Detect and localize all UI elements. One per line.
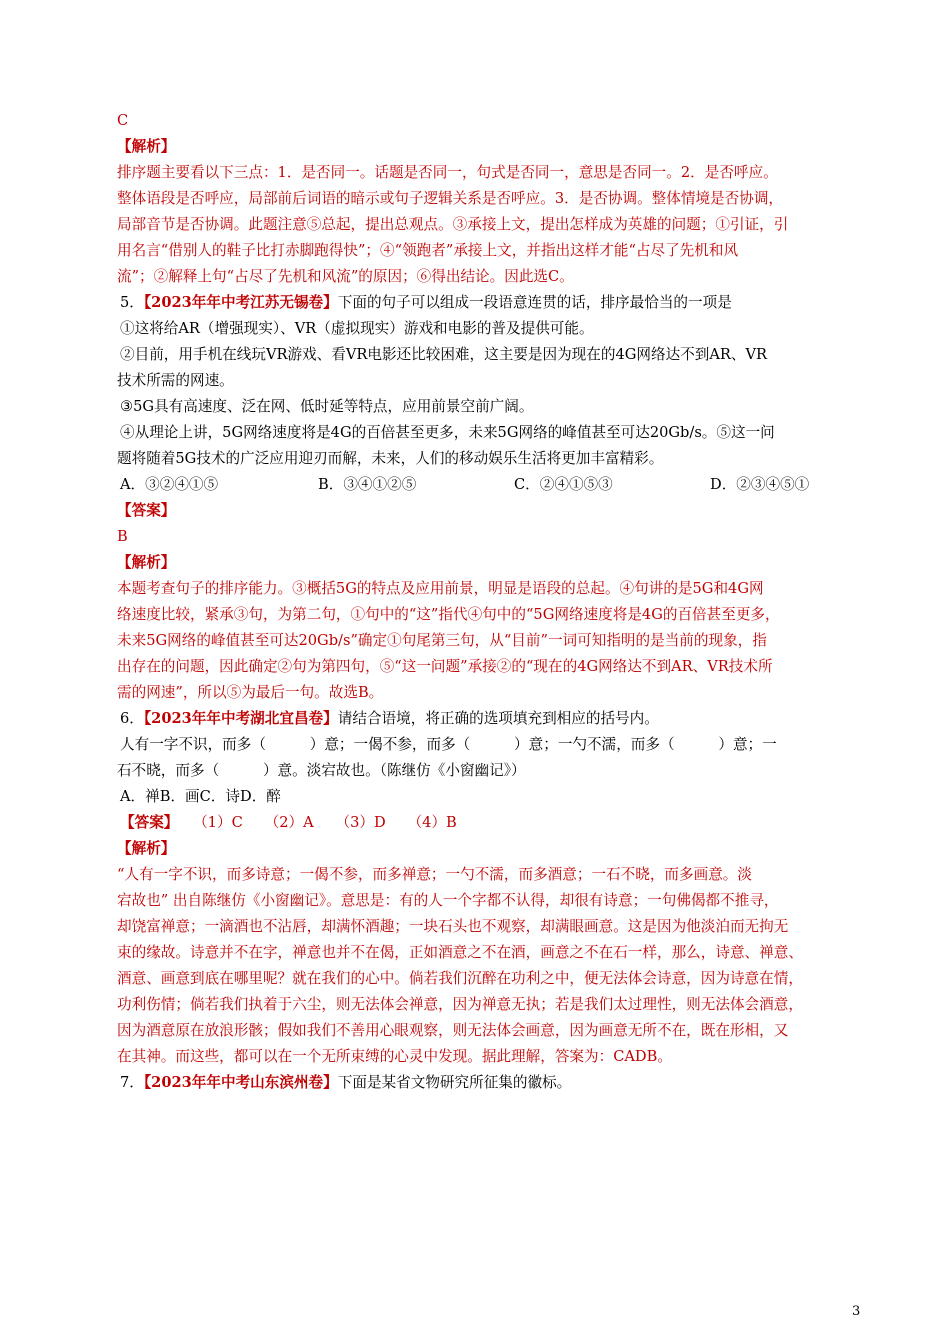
q5-sentence-4-cont: 题将随着5G技术的广泛应用迎刃而解，未来，人们的移动娱乐生活将更加丰富精彩。 <box>117 450 664 467</box>
q5-number: 5． <box>120 294 144 311</box>
q5-sentence-2-cont: 技术所需的网速。 <box>117 372 234 389</box>
q6-analysis-line: “人有一字不识，而多诗意；一偈不参，而多禅意；一勺不濡，而多酒意；一石不晓，而多画意。淡 <box>117 866 752 883</box>
q4-analysis-line: 整体语段是否呼应，局部前后词语的暗示或句子逻辑关系是否呼应。3．是否协调。整体情境是否协调， <box>117 190 784 207</box>
q5-analysis-line: 本题考查句子的排序能力。③概括5G的特点及应用前景，明显是语段的总起。④句讲的是5G和4G网 <box>117 580 764 597</box>
q6-number: 6． <box>120 710 144 727</box>
q5-sentence-2: ②目前，用手机在线玩VR游戏、看VR电影还比较困难，这主要是因为现在的4G网络达不到AR、VR <box>120 346 768 363</box>
q6-analysis-line: 却饶富禅意；一滴酒也不沾唇，却满怀酒趣；一块石头也不观察，却满眼画意。这是因为他淡泊而无拘无 <box>117 918 789 935</box>
q5-question: 下面的句子可以组成一段语意连贯的话，排序最恰当的一项是 <box>337 294 732 311</box>
q6-question: 请结合语境，将正确的选项填充到相应的括号内。 <box>337 710 659 727</box>
q6-analysis-line: 束的缘故。诗意并不在字，禅意也并不在偈，正如酒意之不在酒，画意之不在石一样，那么，诗意、禅意、 <box>117 944 803 961</box>
document-body <box>117 108 865 1096</box>
q5-analysis-line: 未来5G网络的峰值甚至可达20Gb/s”确定①句尾第三句，从“目前”一词可知指明的是当前的现象，指 <box>117 632 767 649</box>
q5-option-a: A．③②④①⑤ <box>120 476 219 493</box>
q5-analysis-line: 出存在的问题，因此确定②句为第四句，⑤“这一问题”承接②的“现在的4G网络达不到AR、VR技术所 <box>117 658 773 675</box>
q6-analysis-line: 功利伤情；倘若我们执着于六尘，则无法体会禅意，因为禅意无执；若是我们太过理性，则无法体会酒意， <box>117 996 803 1013</box>
q4-analysis-line: 用名言“借别人的鞋子比打赤脚跑得快”；④“领跑者”承接上文，并指出这样才能“占尽了先机和风 <box>117 242 739 259</box>
q5-option-c: C．②④①⑤③ <box>514 476 613 493</box>
q6-text: 人有一字不识，而多（ ）意；一偈不参，而多（ ）意；一勺不濡，而多（ ）意；一 <box>120 736 777 753</box>
q4-analysis-line: 流”；②解释上句“占尽了先机和风流”的原因；⑥得出结论。因此选C。 <box>117 268 574 285</box>
q5-analysis-line: 需的网速”，所以⑤为最后一句。故选B。 <box>117 684 384 701</box>
q4-analysis-line: 排序题主要看以下三点：1．是否同一。话题是否同一，句式是否同一，意思是否同一。2．是否呼应。 <box>117 164 778 181</box>
q6-analysis-line: 宕故也” 出自陈继仿《小窗幽记》。意思是：有的人一个字都不认得，却很有诗意；一句佛偈都不推寻， <box>117 892 779 909</box>
page-number: 3 <box>852 1304 861 1319</box>
q6-answer-row <box>117 810 865 836</box>
q6-options: A．禅B．画C．诗D．醉 <box>120 788 281 805</box>
q6-analysis-line: 在其神。而这些，都可以在一个无所束缚的心灵中发现。据此理解，答案为：CADB。 <box>117 1048 672 1065</box>
q5-sentence-3: ③5G具有高速度、泛在网、低时延等特点，应用前景空前广阔。 <box>120 398 534 415</box>
q6-analysis-label: 【解析】 <box>117 840 176 857</box>
q6-analysis-line: 酒意、画意到底在哪里呢？就在我们的心中。倘若我们沉醉在功利之中，便无法体会诗意，因为诗意在情， <box>117 970 803 987</box>
q5-source: 【2023年年中考江苏无锡卷】 <box>143 294 338 311</box>
q6-answer-label: 【答案】 <box>120 814 179 831</box>
q4-answer: C <box>117 112 129 129</box>
q5-option-b: B．③④①②⑤ <box>318 476 417 493</box>
q5-answer: B <box>117 528 128 545</box>
q7-question: 下面是某省文物研究所征集的徽标。 <box>337 1074 572 1091</box>
q5-analysis-label: 【解析】 <box>117 554 176 571</box>
q6-stem <box>117 706 865 732</box>
q5-sentence-4: ④从理论上讲，5G网络速度将是4G的百倍甚至更多，未来5G网络的峰值甚至可达20Gb/s。⑤这一问 <box>120 424 775 441</box>
q6-answer: （1）C （2）A （3）D （4）B <box>200 814 457 831</box>
q7-number: 7． <box>120 1074 144 1091</box>
q7-source: 【2023年年中考山东滨州卷】 <box>143 1074 338 1091</box>
q7-stem <box>117 1070 865 1096</box>
q6-source: 【2023年年中考湖北宜昌卷】 <box>143 710 338 727</box>
q5-sentence-1: ①这将给AR（增强现实）、VR（虚拟现实）游戏和电影的普及提供可能。 <box>120 320 594 337</box>
q5-option-d: D．②③④⑤① <box>710 476 810 493</box>
q5-stem <box>117 290 865 316</box>
q4-analysis-label: 【解析】 <box>117 138 176 155</box>
q5-options <box>117 472 865 498</box>
q5-analysis-line: 络速度比较，紧承③句，为第二句，①句中的“这”指代④句中的“5G网络速度将是4G的百倍甚至更多， <box>117 606 780 623</box>
q6-text-cont: 石不晓，而多（ ）意。淡宕故也。（陈继仿《小窗幽记》） <box>117 762 526 779</box>
q5-answer-label: 【答案】 <box>117 502 176 519</box>
q6-analysis-line: 因为酒意原在放浪形骸；假如我们不善用心眼观察，则无法体会画意，因为画意无所不在，既在形相，又 <box>117 1022 789 1039</box>
q4-analysis-line: 局部音节是否协调。此题注意⑤总起，提出总观点。③承接上文，提出怎样成为英雄的问题；①引证，引 <box>117 216 789 233</box>
